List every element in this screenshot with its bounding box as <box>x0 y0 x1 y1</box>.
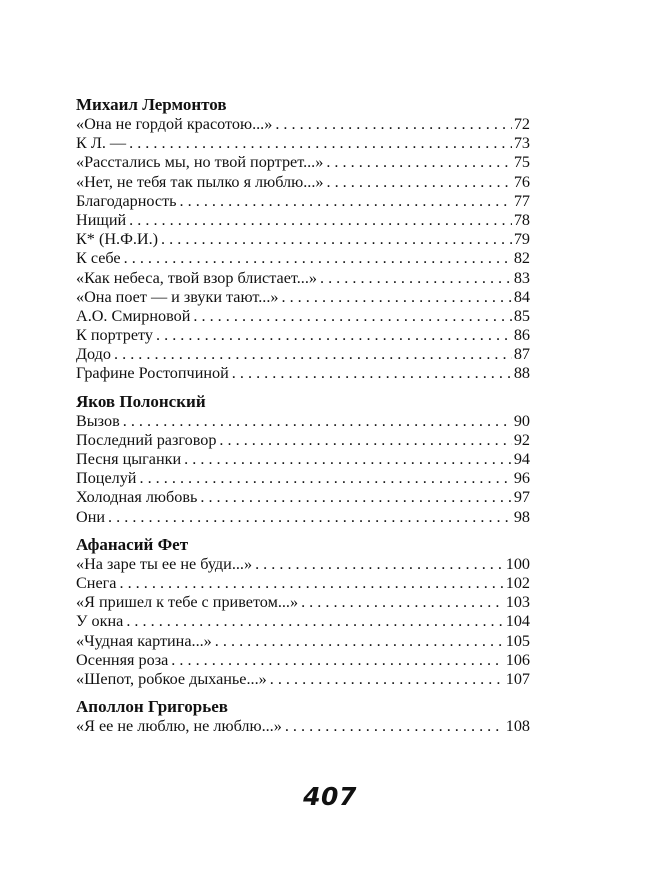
entry-page-number: 104 <box>505 612 530 631</box>
entry-title: «Она не гордой красотою...» <box>76 115 273 133</box>
entry-title: А.О. Смирновой <box>76 306 191 325</box>
entry-title: Вызов <box>76 411 120 430</box>
toc-entry <box>76 593 530 612</box>
entry-title: Последний разговор <box>76 430 217 449</box>
author-heading: Михаил Лермонтов <box>76 95 227 114</box>
author-heading: Яков Полонский <box>76 391 206 411</box>
entry-title: «Я ее не люблю, не люблю...» <box>76 717 282 736</box>
entry-page-number: 98 <box>513 507 530 526</box>
dot-leader <box>275 115 512 134</box>
toc-entry <box>76 670 530 689</box>
dot-leader <box>114 345 512 364</box>
toc-entry <box>76 488 530 507</box>
dot-leader <box>126 612 503 631</box>
entry-page-number: 103 <box>505 593 530 612</box>
toc-entry <box>76 192 530 211</box>
dot-leader <box>129 134 512 153</box>
entry-page-number: 82 <box>513 249 530 268</box>
entry-page-number: 87 <box>513 345 530 364</box>
entry-title: Осенняя роза <box>76 650 169 669</box>
entry-page-number: 84 <box>513 287 530 306</box>
toc-entry <box>76 269 530 288</box>
entry-page-number: 76 <box>513 172 530 191</box>
entry-title: К себе <box>76 249 121 268</box>
dot-leader <box>200 488 511 507</box>
toc-entry <box>76 612 530 631</box>
entry-title: «На заре ты ее не буди...» <box>76 554 253 573</box>
dot-leader <box>180 192 512 211</box>
dot-leader <box>124 249 512 268</box>
dot-leader <box>119 574 503 593</box>
dot-leader <box>108 508 512 527</box>
entry-page-number: 105 <box>505 631 530 650</box>
toc-entry <box>76 574 530 593</box>
entry-page-number: 97 <box>513 488 530 507</box>
entry-page-number: 108 <box>505 717 530 736</box>
entry-title: «Я пришел к тебе с приветом...» <box>76 593 299 612</box>
entry-title: Графине Ростопчиной <box>76 364 229 383</box>
entry-page-number: 102 <box>505 573 530 592</box>
dot-leader <box>232 364 512 383</box>
entry-page-number: 75 <box>513 153 530 172</box>
dot-leader <box>123 412 512 431</box>
entry-page-number: 79 <box>513 230 530 249</box>
entry-title: «Чудная картина...» <box>76 631 212 650</box>
entry-title: «Шепот, робкое дыханье...» <box>76 669 267 688</box>
toc-entry <box>76 307 530 326</box>
dot-leader <box>301 593 504 612</box>
entry-page-number: 78 <box>513 210 530 229</box>
entry-page-number: 88 <box>513 364 530 383</box>
dot-leader <box>193 307 511 326</box>
entry-title: Поцелуй <box>76 469 137 488</box>
entry-title: У окна <box>76 612 124 631</box>
dot-leader <box>270 670 504 689</box>
toc-entry <box>76 345 530 364</box>
dot-leader <box>320 269 512 288</box>
entry-page-number: 73 <box>513 134 530 153</box>
toc-entry <box>76 288 530 307</box>
page-number: 407 <box>303 782 357 811</box>
dot-leader <box>139 469 511 488</box>
toc-entry <box>76 230 530 249</box>
entry-page-number: 106 <box>505 650 530 669</box>
entry-page-number: 94 <box>513 450 530 468</box>
toc-entry <box>76 412 530 431</box>
toc-entry <box>76 651 530 670</box>
entry-title: К* (Н.Ф.И.) <box>76 230 159 249</box>
entry-title: Благодарность <box>76 191 177 210</box>
toc-entry <box>76 632 530 651</box>
entry-page-number: 72 <box>513 115 530 133</box>
toc-entry <box>76 211 530 230</box>
entry-title: Холодная любовь <box>76 488 198 507</box>
toc-entry <box>76 115 530 134</box>
entry-title: «Как небеса, твой взор блистает...» <box>76 268 317 287</box>
toc-entry <box>76 555 530 574</box>
author-heading: Афанасий Фет <box>76 534 189 554</box>
toc-section <box>76 535 530 689</box>
entry-title: «Она поет — и звуки тают...» <box>76 287 279 306</box>
dot-leader <box>326 153 512 172</box>
entry-page-number: 77 <box>513 191 530 210</box>
table-of-contents <box>76 95 530 744</box>
dot-leader <box>281 288 511 307</box>
toc-section <box>76 697 530 736</box>
entry-page-number: 92 <box>513 430 530 449</box>
toc-entry <box>76 134 530 153</box>
dot-leader <box>219 431 511 450</box>
entry-title: Снега <box>76 573 117 592</box>
toc-entry <box>76 450 530 469</box>
toc-section <box>76 95 530 384</box>
entry-title: К Л. — <box>76 134 127 153</box>
dot-leader <box>326 173 511 192</box>
entry-title: К портрету <box>76 326 153 345</box>
dot-leader <box>255 555 504 574</box>
dot-leader <box>285 717 504 736</box>
entry-title: Нищий <box>76 210 127 229</box>
toc-entry <box>76 431 530 450</box>
toc-entry <box>76 249 530 268</box>
entry-title: «Расстались мы, но твой портрет...» <box>76 153 324 172</box>
toc-entry <box>76 364 530 383</box>
toc-entry <box>76 508 530 527</box>
entry-page-number: 107 <box>505 669 530 688</box>
dot-leader <box>184 450 512 469</box>
entry-page-number: 86 <box>513 326 530 345</box>
entry-page-number: 85 <box>513 306 530 325</box>
toc-entry <box>76 717 530 736</box>
entry-title: Они <box>76 507 106 526</box>
toc-entry <box>76 326 530 345</box>
dot-leader <box>161 230 512 249</box>
entry-page-number: 90 <box>513 411 530 430</box>
entry-title: «Нет, не тебя так пылко я люблю...» <box>76 172 324 191</box>
entry-title: Песня цыганки <box>76 450 182 468</box>
toc-entry <box>76 173 530 192</box>
dot-leader <box>215 632 504 651</box>
entry-page-number: 83 <box>513 268 530 287</box>
dot-leader <box>171 651 503 670</box>
entry-title: Додо <box>76 345 111 364</box>
toc-entry <box>76 153 530 172</box>
dot-leader <box>156 326 512 345</box>
dot-leader <box>129 211 512 230</box>
entry-page-number: 96 <box>513 469 530 488</box>
author-heading: Аполлон Григорьев <box>76 697 228 717</box>
entry-page-number: 100 <box>505 554 530 573</box>
toc-section <box>76 392 530 527</box>
toc-entry <box>76 469 530 488</box>
